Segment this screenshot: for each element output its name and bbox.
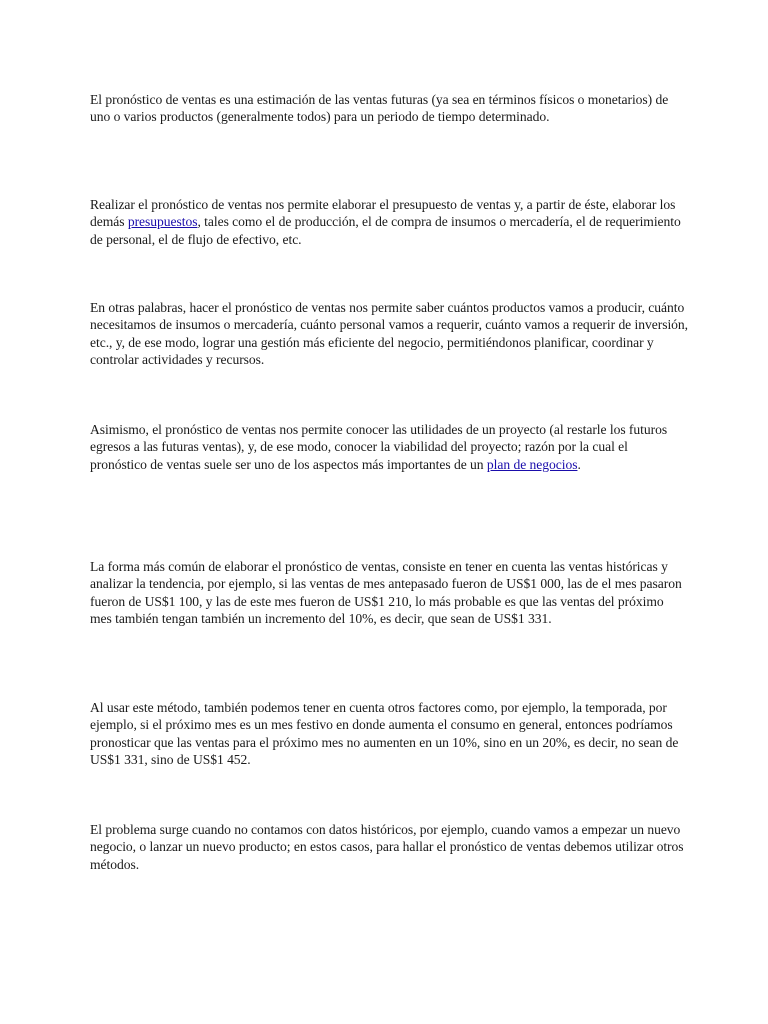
paragraph-utilities-text-end: . <box>577 456 581 472</box>
paragraph-seasonal-factors: Al usar este método, también podemos tener en cuenta otros factores como, por ejemplo, la temporada, por ejemplo, si el próximo mes es un mes festivo en donde aumenta el consumo en general, entonces podríamos pronosticar que las ventas para el próximo mes no aumenten en un 10%, sino en un 20%, es decir, no sean de US$1 331, sino de US$1 452. <box>90 700 679 768</box>
paragraph-historical-method: La forma más común de elaborar el pronóstico de ventas, consiste en tener en cuenta las ventas históricas y analizar la tendencia, por ejemplo, si las ventas de mes antepasado fueron de US$1 000, las de el mes pasaron fueron de US$1 100, y las de este mes fueron de US$1 210, lo más probable es que las ventas del próximo mes también tengan también un incremento del 10%, es decir, que sean de US$1 331. <box>90 559 682 627</box>
paragraph-budget <box>90 196 688 248</box>
paragraph-other-words: En otras palabras, hacer el pronóstico de ventas nos permite saber cuántos productos vamos a producir, cuánto necesitamos de insumos o mercadería, cuánto personal vamos a requerir, cuánto vamos a requerir de inversión, etc., y, de ese modo, lograr una gestión más eficiente del negocio, permitiéndonos planificar, coordinar y controlar actividades y recursos. <box>90 300 689 368</box>
paragraph-no-history: El problema surge cuando no contamos con datos históricos, por ejemplo, cuando vamos a empezar un nuevo negocio, o lanzar un nuevo producto; en estos casos, para hallar el pronóstico de ventas debemos utilizar otros métodos. <box>90 822 684 872</box>
paragraph-utilities-text-start: Asimismo, el pronóstico de ventas nos permite conocer las utilidades de un proyecto (al restarle los futuros egresos a las futuras ventas), y, de ese modo, conocer la viabilidad del proyecto; razón por la cual el pronóstico de ventas suele ser uno de los aspectos más importantes de un <box>90 422 668 472</box>
paragraph-budget-text-end: , tales como el de producción, el de compra de insumos o mercadería, el de requerimiento de personal, el de flujo de efectivo, etc. <box>90 214 681 247</box>
paragraph-definition: El pronóstico de ventas es una estimación de las ventas futuras (ya sea en términos físicos o monetarios) de uno o varios productos (generalmente todos) para un periodo de tiempo determinado. <box>90 92 669 125</box>
paragraph-budget-text-start: Realizar el pronóstico de ventas nos permite elaborar el presupuesto de ventas y, a partir de éste, elaborar los demás <box>90 197 676 230</box>
plan-de-negocios-link[interactable]: plan de negocios <box>486 456 578 472</box>
presupuestos-link[interactable]: presupuestos <box>127 214 198 230</box>
paragraph-utilities <box>90 421 688 473</box>
